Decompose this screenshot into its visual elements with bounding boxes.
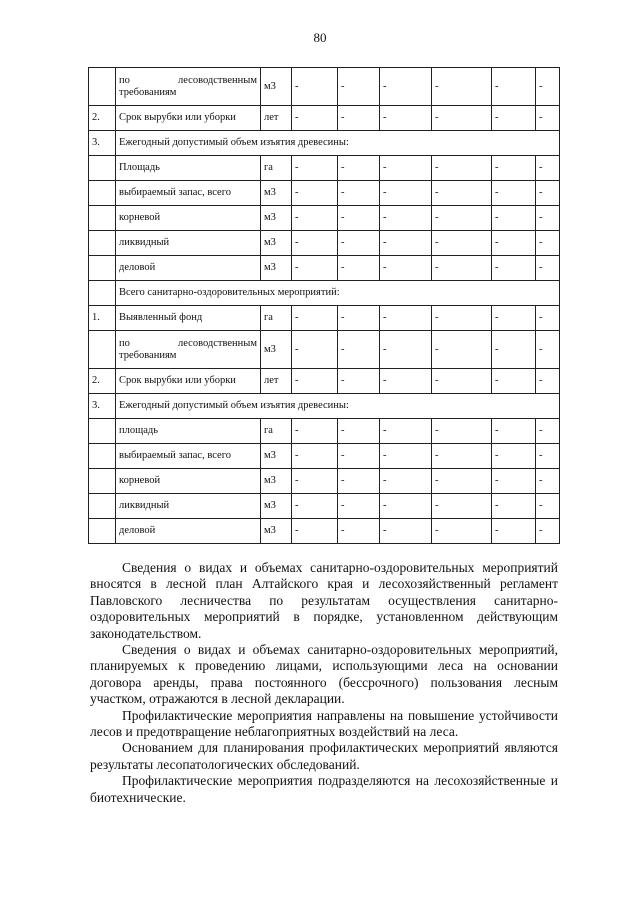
value-cell: - xyxy=(292,156,338,181)
value-cell: - xyxy=(380,469,432,494)
value-cell: - xyxy=(380,494,432,519)
paragraph: Основанием для планирования профилактических мероприятий являются результаты лесопатологических обследований. xyxy=(90,740,558,772)
value-cell: - xyxy=(536,156,560,181)
value-cell: - xyxy=(492,206,536,231)
indicator-label: ликвидный xyxy=(116,231,261,256)
indicator-label: деловой xyxy=(116,519,261,544)
row-number xyxy=(89,231,116,256)
paragraph: Сведения о видах и объемах санитарно-оздоровительных мероприятий, планируемых к проведению лицами, использующими леса на основании договора аренды, права постоянного (бессрочного) пользования лесным участком, отражаются в лесной декларации. xyxy=(90,642,558,707)
value-cell: - xyxy=(292,206,338,231)
row-number xyxy=(89,331,116,369)
value-cell: - xyxy=(432,331,492,369)
unit-cell: лет xyxy=(261,369,292,394)
value-cell: - xyxy=(492,306,536,331)
value-cell: - xyxy=(432,369,492,394)
value-cell: - xyxy=(492,419,536,444)
value-cell: - xyxy=(292,494,338,519)
paragraph: Профилактические мероприятия направлены на повышение устойчивости лесов и предотвращение неблагоприятных воздействий на леса. xyxy=(90,707,558,740)
indicator-label: корневой xyxy=(116,206,261,231)
section-row xyxy=(89,394,560,419)
table-body xyxy=(89,68,560,544)
unit-cell: м3 xyxy=(261,256,292,281)
value-cell: - xyxy=(338,469,380,494)
indicator-label: выбираемый запас, всего xyxy=(116,181,261,206)
value-cell: - xyxy=(338,156,380,181)
row-number xyxy=(89,156,116,181)
indicator-label: по лесоводственным требованиям xyxy=(116,68,261,106)
value-cell: - xyxy=(292,444,338,469)
row-number xyxy=(89,519,116,544)
unit-cell: м3 xyxy=(261,181,292,206)
value-cell: - xyxy=(432,181,492,206)
table-row xyxy=(89,231,560,256)
row-number xyxy=(89,68,116,106)
value-cell: - xyxy=(536,369,560,394)
indicator-label: деловой xyxy=(116,256,261,281)
unit-cell: м3 xyxy=(261,519,292,544)
unit-cell: лет xyxy=(261,106,292,131)
value-cell: - xyxy=(536,231,560,256)
value-cell: - xyxy=(432,306,492,331)
value-cell: - xyxy=(536,444,560,469)
value-cell: - xyxy=(338,419,380,444)
value-cell: - xyxy=(492,68,536,106)
value-cell: - xyxy=(380,231,432,256)
table-row xyxy=(89,469,560,494)
table-row xyxy=(89,306,560,331)
table-row xyxy=(89,331,560,369)
value-cell: - xyxy=(432,519,492,544)
unit-cell: м3 xyxy=(261,231,292,256)
row-number xyxy=(89,419,116,444)
table-row xyxy=(89,494,560,519)
value-cell: - xyxy=(492,519,536,544)
indicator-label: площадь xyxy=(116,419,261,444)
unit-cell: м3 xyxy=(261,469,292,494)
value-cell: - xyxy=(380,106,432,131)
table-row xyxy=(89,419,560,444)
unit-cell: га xyxy=(261,306,292,331)
value-cell: - xyxy=(536,494,560,519)
value-cell: - xyxy=(292,231,338,256)
unit-cell: га xyxy=(261,419,292,444)
indicator-label: Площадь xyxy=(116,156,261,181)
row-number xyxy=(89,181,116,206)
value-cell: - xyxy=(338,106,380,131)
value-cell: - xyxy=(492,469,536,494)
row-number: 1. xyxy=(89,306,116,331)
value-cell: - xyxy=(432,469,492,494)
value-cell: - xyxy=(536,419,560,444)
value-cell: - xyxy=(380,306,432,331)
value-cell: - xyxy=(432,494,492,519)
page-number: 80 xyxy=(313,30,327,45)
indicator-label: корневой xyxy=(116,469,261,494)
value-cell: - xyxy=(338,206,380,231)
unit-cell: м3 xyxy=(261,494,292,519)
value-cell: - xyxy=(380,68,432,106)
value-cell: - xyxy=(292,181,338,206)
value-cell: - xyxy=(338,256,380,281)
row-number: 2. xyxy=(89,106,116,131)
section-row xyxy=(89,281,560,306)
value-cell: - xyxy=(536,68,560,106)
forest-measures-table xyxy=(88,67,560,544)
value-cell: - xyxy=(492,256,536,281)
value-cell: - xyxy=(338,68,380,106)
value-cell: - xyxy=(338,519,380,544)
paragraph: Профилактические мероприятия подразделяются на лесохозяйственные и биотехнические. xyxy=(90,773,558,805)
value-cell: - xyxy=(338,231,380,256)
value-cell: - xyxy=(338,494,380,519)
table-row xyxy=(89,106,560,131)
row-number: 2. xyxy=(89,369,116,394)
value-cell: - xyxy=(292,369,338,394)
value-cell: - xyxy=(380,419,432,444)
unit-cell: м3 xyxy=(261,331,292,369)
value-cell: - xyxy=(380,181,432,206)
row-number xyxy=(89,444,116,469)
section-heading: Всего санитарно-оздоровительных мероприятий: xyxy=(116,281,560,306)
value-cell: - xyxy=(338,369,380,394)
value-cell: - xyxy=(492,156,536,181)
value-cell: - xyxy=(338,306,380,331)
table-row xyxy=(89,181,560,206)
value-cell: - xyxy=(492,331,536,369)
section-heading: Ежегодный допустимый объем изъятия древесины: xyxy=(116,131,560,156)
value-cell: - xyxy=(536,519,560,544)
row-number: 3. xyxy=(89,394,116,419)
value-cell: - xyxy=(432,106,492,131)
row-number: 3. xyxy=(89,131,116,156)
value-cell: - xyxy=(292,68,338,106)
unit-cell: га xyxy=(261,156,292,181)
value-cell: - xyxy=(432,231,492,256)
value-cell: - xyxy=(292,106,338,131)
value-cell: - xyxy=(492,444,536,469)
indicator-label: Срок вырубки или уборки xyxy=(116,106,261,131)
value-cell: - xyxy=(292,519,338,544)
value-cell: - xyxy=(536,106,560,131)
value-cell: - xyxy=(432,206,492,231)
row-number xyxy=(89,256,116,281)
row-number xyxy=(89,469,116,494)
table-row xyxy=(89,156,560,181)
value-cell: - xyxy=(536,206,560,231)
value-cell: - xyxy=(432,156,492,181)
value-cell: - xyxy=(338,444,380,469)
indicator-label: выбираемый запас, всего xyxy=(116,444,261,469)
value-cell: - xyxy=(432,419,492,444)
row-number xyxy=(89,206,116,231)
row-number xyxy=(89,494,116,519)
paragraph: Сведения о видах и объемах санитарно-оздоровительных мероприятий вносятся в лесной план Алтайского края и лесохозяйственный регламент Павловского лесничества по результатам осуществления санитарно-оздоровительных мероприятий в порядке, установленном действующим законодательством. xyxy=(90,560,558,641)
value-cell: - xyxy=(380,256,432,281)
value-cell: - xyxy=(380,519,432,544)
value-cell: - xyxy=(432,444,492,469)
table-row xyxy=(89,206,560,231)
value-cell: - xyxy=(292,419,338,444)
indicator-label: ликвидный xyxy=(116,494,261,519)
indicator-label: Срок вырубки или уборки xyxy=(116,369,261,394)
value-cell: - xyxy=(536,256,560,281)
value-cell: - xyxy=(536,331,560,369)
value-cell: - xyxy=(292,256,338,281)
value-cell: - xyxy=(432,256,492,281)
value-cell: - xyxy=(338,181,380,206)
value-cell: - xyxy=(536,181,560,206)
indicator-label: по лесоводственным требованиям xyxy=(116,331,261,369)
body-text xyxy=(90,560,558,806)
value-cell: - xyxy=(380,206,432,231)
section-heading: Ежегодный допустимый объем изъятия древесины: xyxy=(116,394,560,419)
value-cell: - xyxy=(380,331,432,369)
value-cell: - xyxy=(432,68,492,106)
unit-cell: м3 xyxy=(261,444,292,469)
table-row xyxy=(89,68,560,106)
value-cell: - xyxy=(492,106,536,131)
value-cell: - xyxy=(292,306,338,331)
value-cell: - xyxy=(492,494,536,519)
value-cell: - xyxy=(292,331,338,369)
table-row xyxy=(89,519,560,544)
value-cell: - xyxy=(536,306,560,331)
table-row xyxy=(89,256,560,281)
value-cell: - xyxy=(536,469,560,494)
value-cell: - xyxy=(380,369,432,394)
indicator-label: Выявленный фонд xyxy=(116,306,261,331)
value-cell: - xyxy=(380,156,432,181)
value-cell: - xyxy=(492,181,536,206)
table-row xyxy=(89,369,560,394)
value-cell: - xyxy=(338,331,380,369)
value-cell: - xyxy=(380,444,432,469)
value-cell: - xyxy=(492,231,536,256)
unit-cell: м3 xyxy=(261,68,292,106)
value-cell: - xyxy=(492,369,536,394)
table-row xyxy=(89,444,560,469)
unit-cell: м3 xyxy=(261,206,292,231)
section-row xyxy=(89,131,560,156)
value-cell: - xyxy=(292,469,338,494)
row-number xyxy=(89,281,116,306)
